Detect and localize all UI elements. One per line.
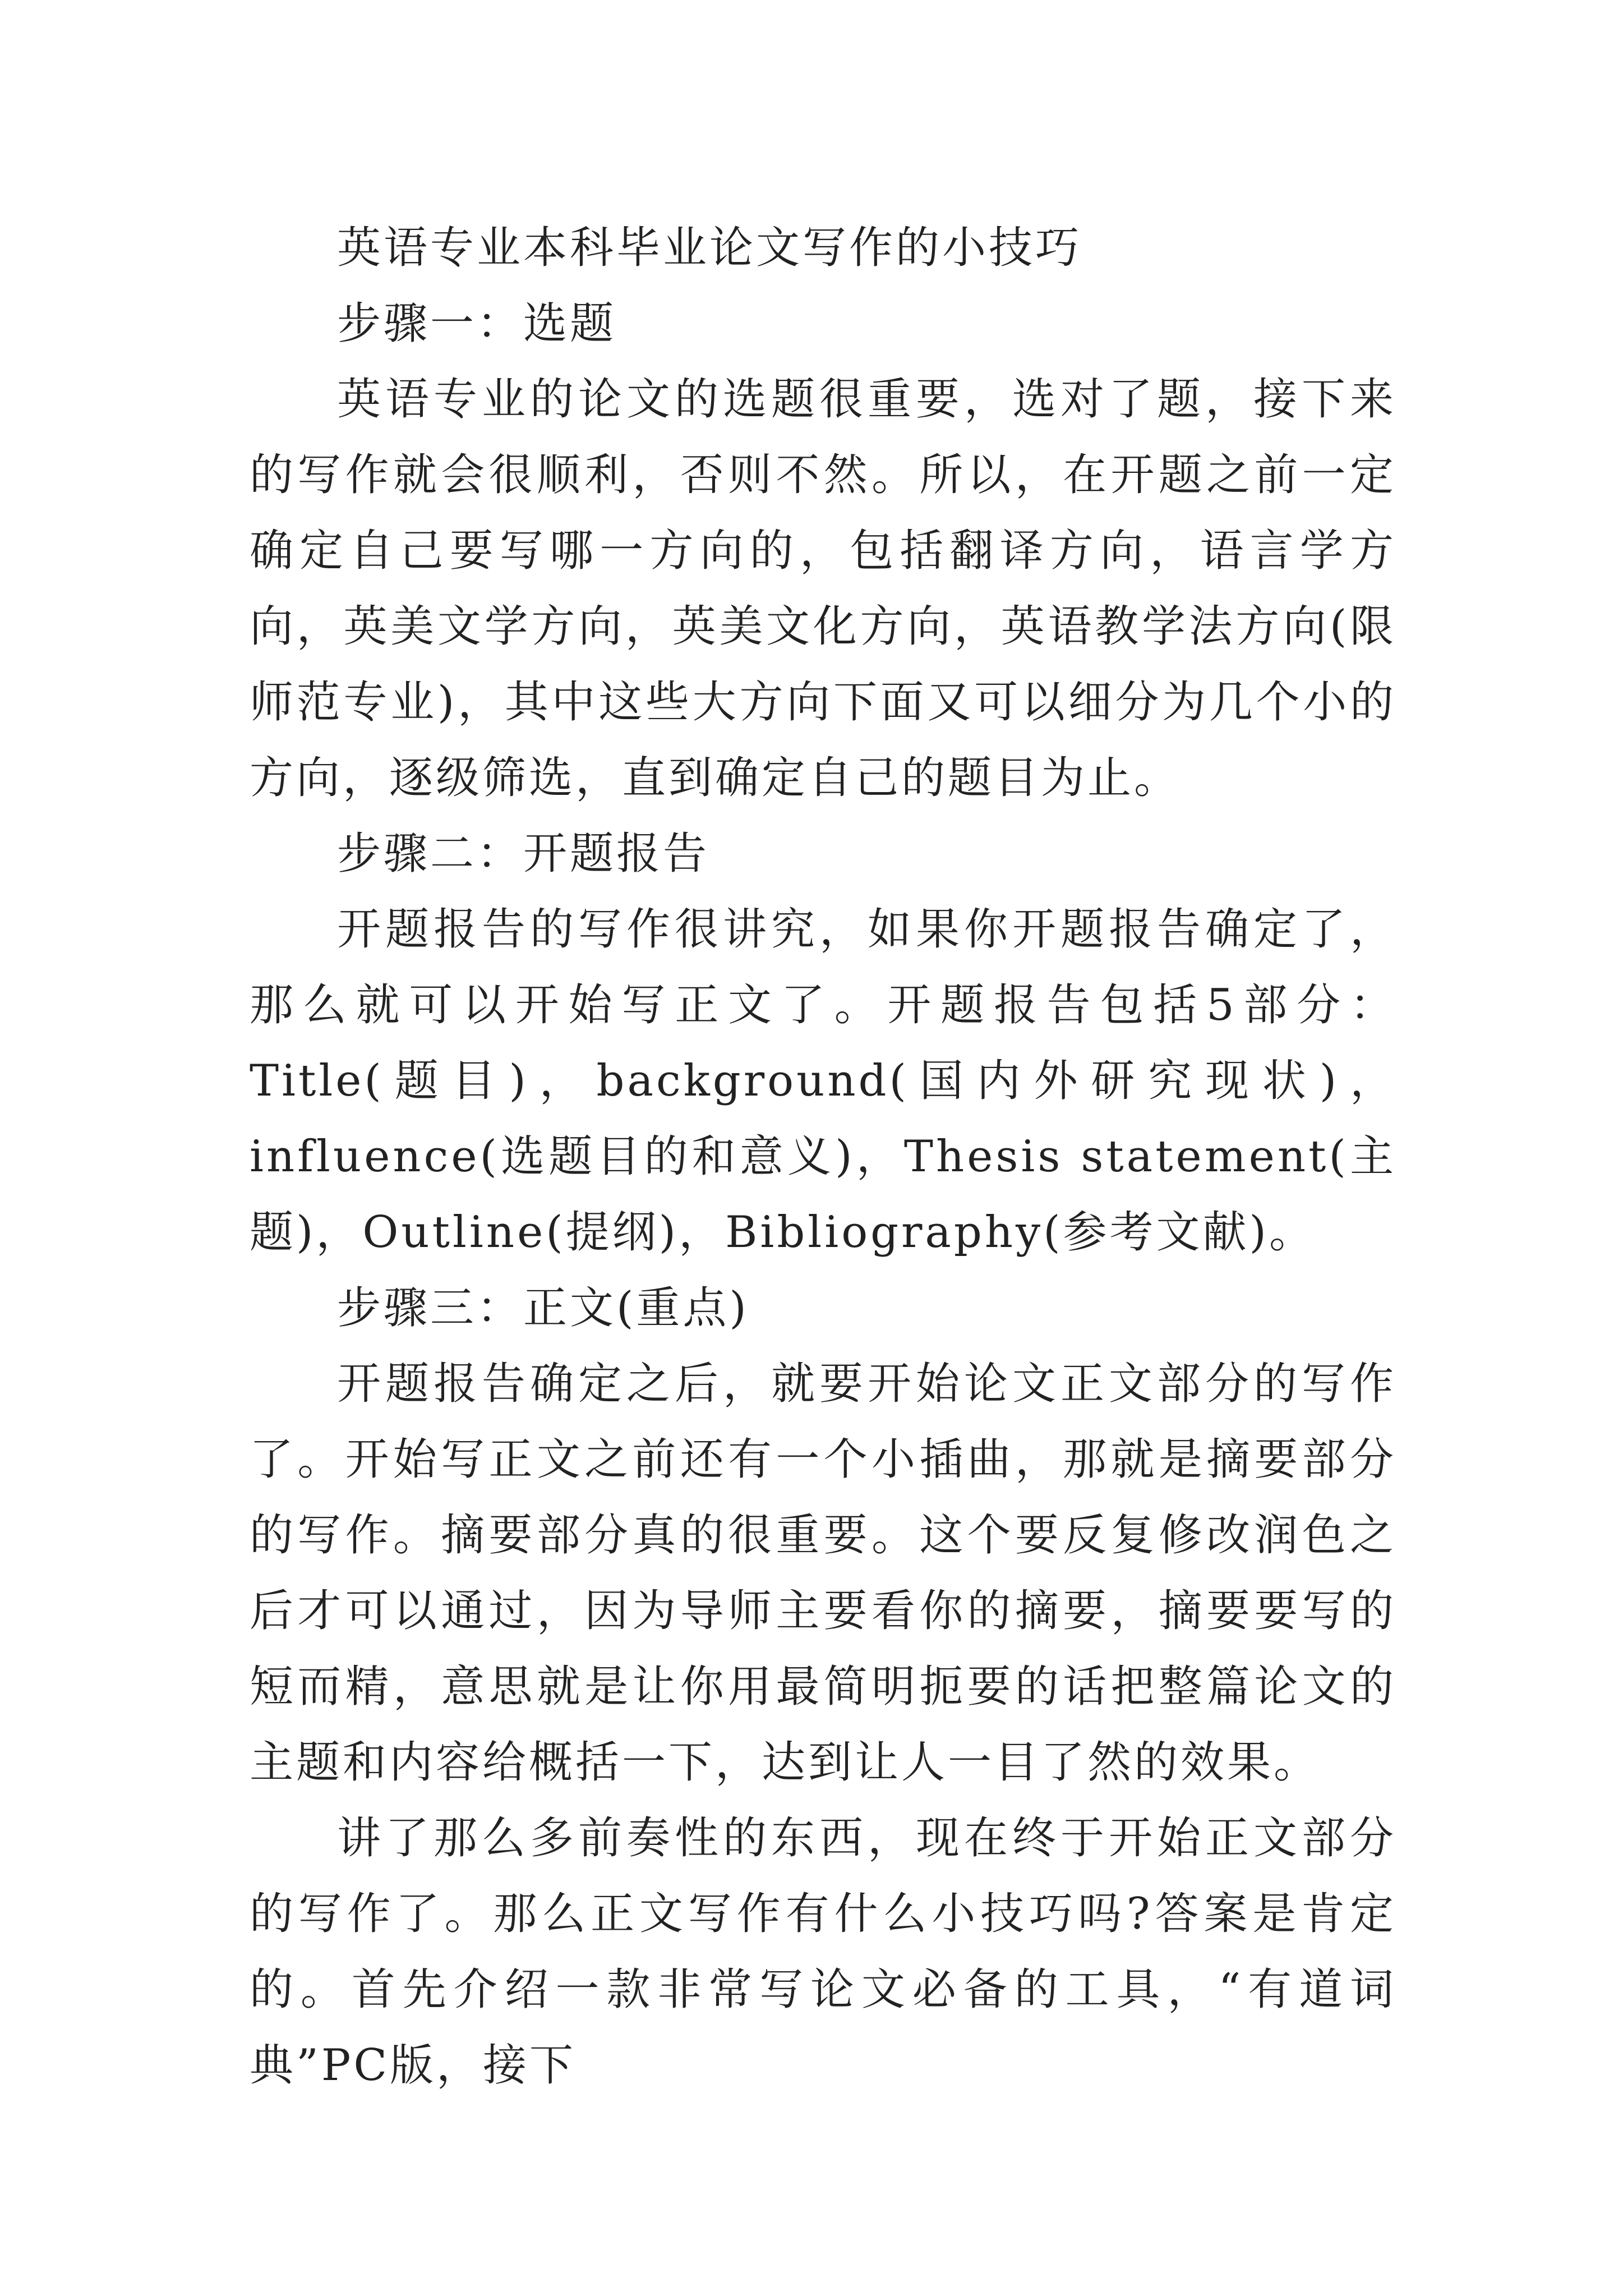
step-two-paragraph: 开题报告的写作很讲究，如果你开题报告确定了，那么就可以开始写正文了。开题报告包括5部分：Title(题目)，background(国内外研究现状)，influence(选题目的和意义)，Thesis statement(主题)，Outline(提纲)，Bibliography(参考文献)。 — [250, 904, 1396, 1258]
document-body — [250, 210, 1396, 2104]
step-two-heading: 步骤二：开题报告 — [337, 829, 710, 879]
abstract-paragraph: 开题报告确定之后，就要开始论文正文部分的写作了。开始写正文之前还有一个小插曲，那就是摘要部分的写作。摘要部分真的很重要。这个要反复修改润色之后才可以通过，因为导师主要看你的摘要，摘要要写的短而精，意思就是让你用最简明扼要的话把整篇论文的主题和内容给概括一下，达到让人一目了然的效果。 — [250, 1359, 1396, 1788]
body-writing-paragraph: 讲了那么多前奏性的东西，现在终于开始正文部分的写作了。那么正文写作有什么小技巧吗?答案是肯定的。首先介绍一款非常写论文必备的工具，“有道词典”PC版，接下 — [250, 1813, 1396, 2091]
step-one-heading: 步骤一：选题 — [337, 298, 617, 349]
step-one-paragraph: 英语专业的论文的选题很重要，选对了题，接下来的写作就会很顺利，否则不然。所以，在开题之前一定确定自己要写哪一方向的，包括翻译方向，语言学方向，英美文学方向，英美文化方向，英语教学法方向(限师范专业)，其中这些大方向下面又可以细分为几个小的方向，逐级筛选，直到确定自己的题目为止。 — [250, 374, 1396, 803]
step-three-heading: 步骤三：正文(重点) — [337, 1283, 749, 1333]
document-title: 英语专业本科毕业论文写作的小技巧 — [337, 223, 1082, 273]
